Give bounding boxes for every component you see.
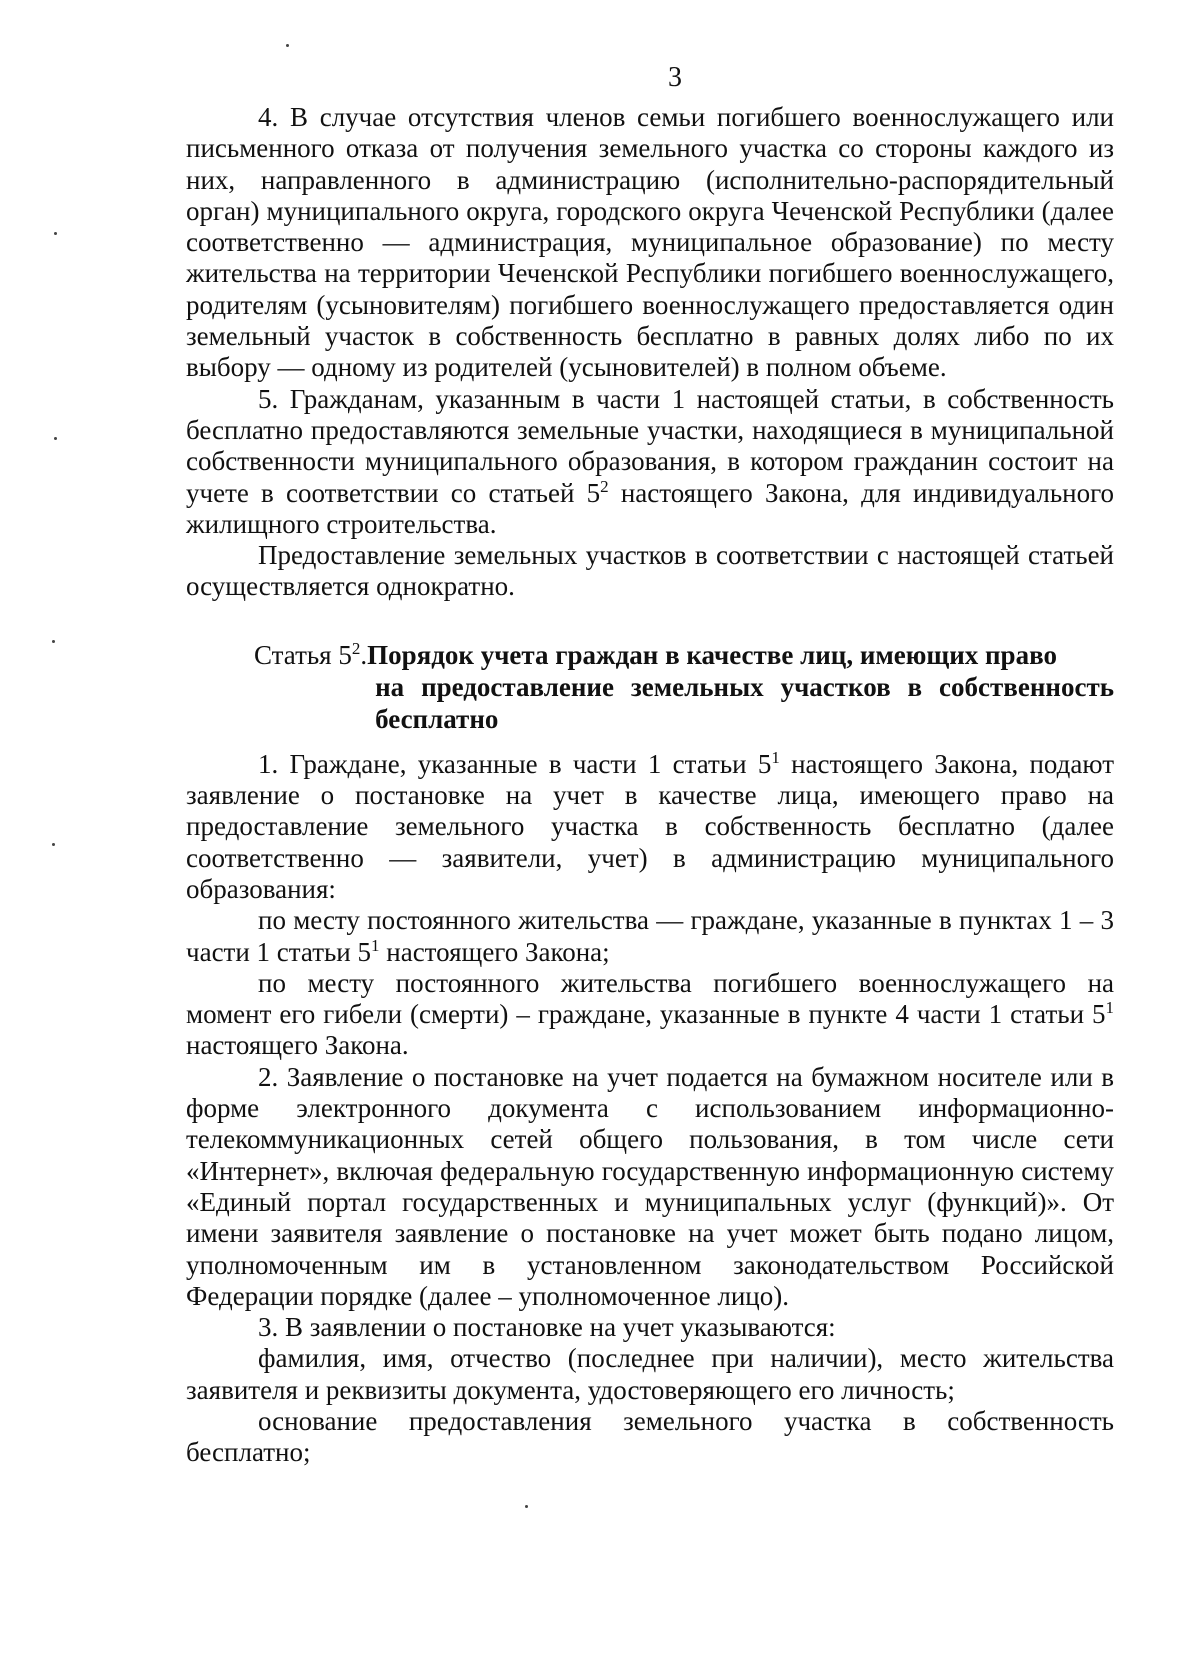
paragraph-4: 4. В случае отсутствия членов семьи погибшего военнослужащего или письменного отказа от получения земельного участка со стороны каждого из них, направленного в администрацию (исполнительно-распорядительный орган) муниципального округа, городского округа Чеченской Республики (далее соответственно — администрация, муниципальное образование) по месту жительства на территории Чеченской Республики погибшего военнослужащего, родителям (усыновителям) погибшего военнослужащего предоставляется один земельный участок в собственность бесплатно в равных долях либо по их выбору — одному из родителей (усыновителей) в полном объеме. <box>186 102 1114 383</box>
paragraph-5-text-end: настоящего Закона, для индивидуального жилищного строительства. <box>186 477 1114 539</box>
scan-speck <box>52 843 55 846</box>
scan-speck <box>54 232 57 235</box>
article-paragraph-3-a: фамилия, имя, отчество (последнее при наличии), место жительства заявителя и реквизиты документа, удостоверяющего его личность; <box>186 1343 1114 1405</box>
article-number-suffix: . <box>360 639 368 670</box>
scan-speck <box>525 1505 528 1508</box>
superscript: 1 <box>1105 998 1114 1018</box>
article-number-sup: 2 <box>351 638 361 658</box>
article-paragraph-1-b-text: по месту постоянного жительства погибшего военнослужащего на момент его гибели (смерти) – граждане, указанные в пункте 4 части 1 статьи 5 <box>186 967 1114 1030</box>
document-page <box>186 60 1114 1469</box>
article-paragraph-1-a-text: по месту постоянного жительства — граждане, указанные в пунктах 1 – 3 части 1 статьи 5 <box>186 905 1114 967</box>
scan-speck <box>286 44 289 47</box>
paragraph-5-text: 5. Гражданам, указанным в части 1 настоящей статьи, в собственность бесплатно предоставляются земельные участки, находящиеся в муниципальной собственности муниципального образования, в котором гражданин состоит на учете в соответствии со статьей 5 <box>186 383 1114 508</box>
superscript: 1 <box>371 935 380 955</box>
article-title <box>367 639 1114 735</box>
article-heading <box>186 639 1114 735</box>
superscript: 2 <box>600 476 609 496</box>
scan-speck <box>52 640 55 643</box>
article-paragraph-2: 2. Заявление о постановке на учет подается на бумажном носителе или в форме электронного документа с использованием информационно-телекоммуникационных сетей общего пользования, в том числе сети «Интернет», включая федеральную государственную информационную систему «Единый портал государственных и муниципальных услуг (функций)». От имени заявителя заявление о постановке на учет может быть подано лицом, уполномоченным им в установленном законодательством Российской Федерации порядке (далее – уполномоченное лицо). <box>186 1061 1114 1311</box>
article-paragraph-1-text: 1. Граждане, указанные в части 1 статьи 5 <box>258 748 772 779</box>
scan-speck <box>54 437 57 440</box>
superscript: 1 <box>771 747 780 767</box>
article-paragraph-3-b: основание предоставления земельного участка в собственность бесплатно; <box>186 1405 1114 1468</box>
article-paragraph-1 <box>186 749 1114 905</box>
article-paragraph-1-a-text-end: настоящего Закона; <box>379 936 610 967</box>
article-number <box>186 639 367 735</box>
article-number-prefix: Статья 5 <box>254 639 352 670</box>
article-title-line1: Порядок учета граждан в качестве лиц, имеющих право <box>367 639 1057 670</box>
paragraph-5 <box>186 384 1114 540</box>
article-paragraph-1-b-text-end: настоящего Закона. <box>186 1030 409 1061</box>
article-paragraph-3: 3. В заявлении о постановке на учет указываются: <box>258 1312 836 1343</box>
article-title-rest: на предоставление земельных участков в собственность бесплатно <box>375 671 1114 734</box>
article-paragraph-1-a <box>186 905 1114 968</box>
paragraph-once: Предоставление земельных участков в соответствии с настоящей статьей осуществляется однократно. <box>186 540 1114 602</box>
article-paragraph-1-b <box>186 968 1114 1062</box>
page-number: 3 <box>668 62 682 93</box>
article-paragraph-1-text-end: настоящего Закона, подают заявление о постановке на учет в качестве лица, имеющего право на предоставление земельного участка в собственность бесплатно (далее соответственно — заявители, учет) в администрацию муниципального образования: <box>186 748 1114 904</box>
